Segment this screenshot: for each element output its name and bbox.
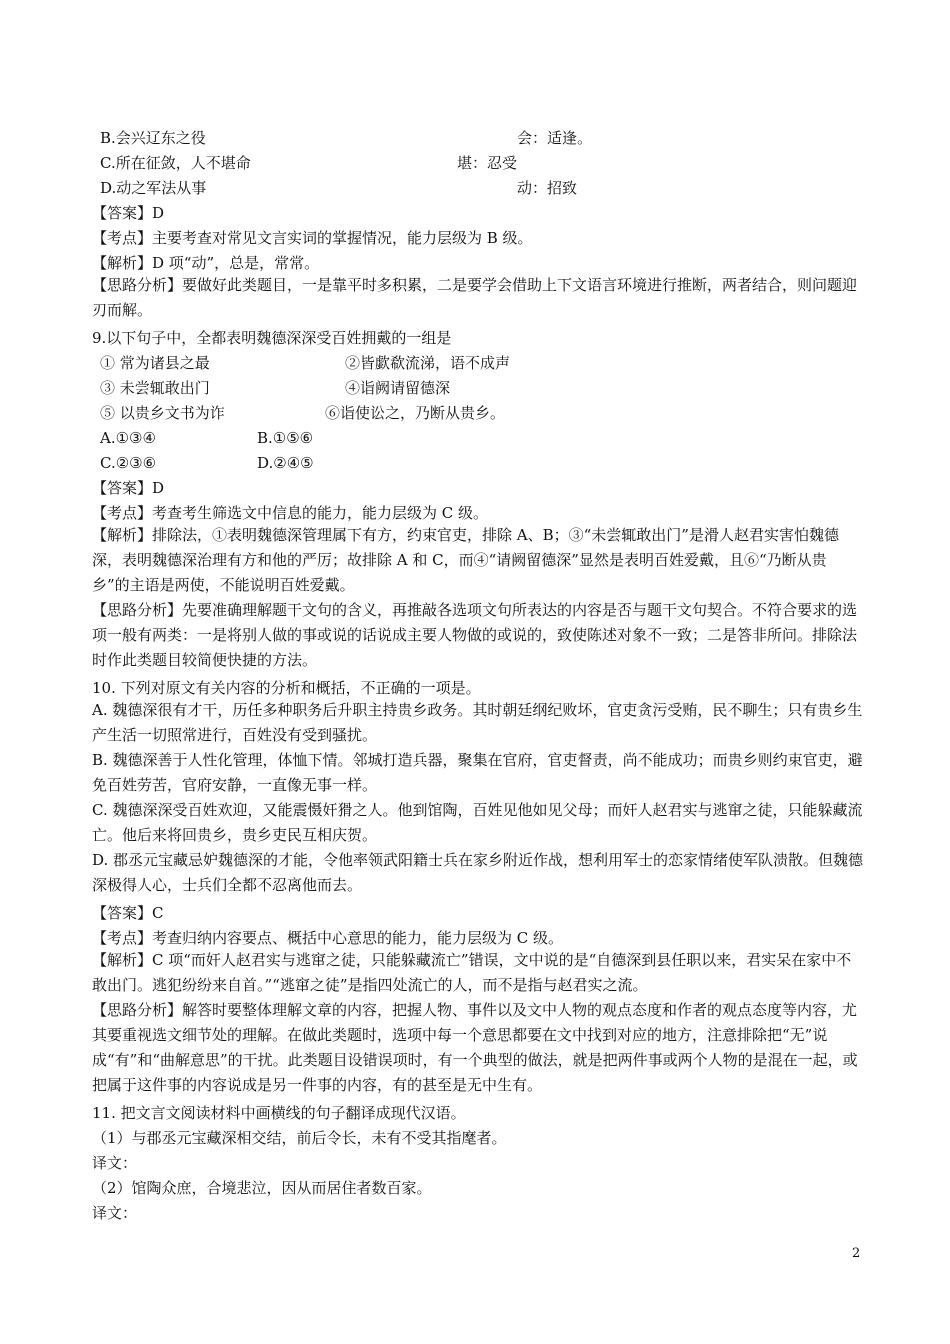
q10-option-a: A. 魏德深很有才干，历任多种职务后升职主持贵乡政务。其时朝廷纲纪败坏，官吏贪污受贿，民不聊生；只有贵乡生产生活一切照常进行，百姓没有受到骚扰。 (92, 701, 863, 744)
q8-option-b: B.会兴辽东之役 (100, 129, 206, 147)
q10-analysis: 【解析】C 项“而奸人赵君实与逃窜之徒，只能躲藏流亡”错误，文中说的是“自德深到县任职以来，君实呆在家中不敢出门。逃犯纷纷来自首。”“逃窜之徒”是指四处流亡的人，而不是指与赵君实之流。 (92, 951, 852, 994)
q9-option-d: D.②④⑤ (257, 454, 314, 472)
q8-option-d-gloss: 动：招致 (517, 179, 578, 197)
q11-translation-1-label: 译文： (92, 1154, 138, 1172)
page-number: 2 (852, 1246, 861, 1261)
q11-sentence-2: （2）馆陶众庶，合境悲泣，因从而居住者数百家。 (92, 1179, 432, 1197)
q9-option-c: C.②③⑥ (100, 454, 157, 472)
q8-analysis: 【解析】D 项“动”，总是，常常。 (92, 254, 320, 272)
q9-sentence-5: ⑤ 以贵乡文书为诈 (100, 404, 225, 422)
q10-stem: 10. 下列对原文有关内容的分析和概括，不正确的一项是。 (92, 679, 481, 697)
q8-point: 【考点】主要考查对常见文言实词的掌握情况，能力层级为 B 级。 (92, 229, 533, 247)
q10-point: 【考点】考查归纳内容要点、概括中心意思的能力，能力层级为 C 级。 (92, 929, 564, 947)
q10-answer: 【答案】C (92, 904, 164, 922)
q8-option-d: D.动之军法从事 (100, 179, 207, 197)
q10-approach: 【思路分析】解答时要整体理解文章的内容，把握人物、事件以及文中人物的观点态度和作者的观点态度等内容，尤其要重视选文细节处的理解。在做此类题时，选项中每一个意思都要在文中找到对应的地方，注意排除把“无”说成“有”和“曲解意思”的干扰。此类题目设错误项时，有一个典型的做法，就是把两件事或两个人物的是混在一起，或把属于这件事的内容说成是另一件事的内容，有的甚至是无中生有。 (92, 1001, 858, 1094)
q9-approach: 【思路分析】先要准确理解题干文句的含义，再推敲各选项文句所表达的内容是否与题干文句契合。不符合要求的选项一般有两类：一是将别人做的事或说的话说成主要人物做的或说的，致使陈述对象不一致；二是答非所问。排除法时作此类题目较简便快捷的方法。 (92, 601, 858, 669)
q9-analysis: 【解析】排除法，①表明魏德深管理属下有方，约束官吏，排除 A、B；③“未尝辄敢出门”是滑人赵君实害怕魏德深，表明魏德深治理有方和他的严厉；故排除 A 和 C，而④“请阙留德深”显然是表明百姓爱戴，且⑥“乃断从贵乡”的主语是两使，不能说明百姓爱戴。 (92, 526, 839, 594)
q10-option-d: D. 郡丞元宝藏忌妒魏德深的才能，令他率领武阳籍士兵在家乡附近作战，想利用军士的恋家情绪使军队溃散。但魏德深极得人心，士兵们全都不忍离他而去。 (92, 851, 864, 894)
q11-translation-2-label: 译文： (92, 1204, 138, 1222)
q9-option-a: A.①③④ (100, 429, 156, 447)
q9-sentence-6: ⑥诣使讼之，乃断从贵乡。 (325, 404, 506, 422)
q9-sentence-1: ① 常为诸县之最 (100, 354, 210, 372)
q11-stem: 11. 把文言文阅读材料中画横线的句子翻译成现代汉语。 (92, 1104, 466, 1122)
q8-option-b-gloss: 会：适逢。 (517, 129, 593, 147)
q11-sentence-1: （1）与郡丞元宝藏深相交结，前后令长，未有不受其指麾者。 (92, 1129, 507, 1147)
q10-option-b: B. 魏德深善于人性化管理，体恤下情。邻城打造兵器，聚集在官府，官吏督责，尚不能成功；而贵乡则约束官吏，避免百姓劳苦，官府安静，一直像无事一样。 (92, 751, 863, 794)
q10-option-c: C. 魏德深深受百姓欢迎，又能震慑奸猾之人。他到馆陶，百姓见他如见父母；而奸人赵君实与逃窜之徒，只能躲藏流亡。他后来将回贵乡，贵乡吏民互相庆贺。 (92, 801, 863, 844)
q9-stem: 9.以下句子中，全都表明魏德深深受百姓拥戴的一组是 (92, 329, 452, 347)
q9-point: 【考点】考查考生筛选文中信息的能力，能力层级为 C 级。 (92, 504, 489, 522)
q8-answer: 【答案】D (92, 204, 165, 222)
q9-answer: 【答案】D (92, 479, 165, 497)
q8-approach: 【思路分析】要做好此类题目，一是靠平时多积累，二是要学会借助上下文语言环境进行推断，两者结合，则问题迎刃而解。 (92, 276, 858, 319)
q9-sentence-4: ④诣阙请留德深 (345, 379, 451, 397)
q8-option-c: C.所在征敛，人不堪命 (100, 154, 251, 172)
q9-sentence-3: ③ 未尝辄敢出门 (100, 379, 210, 397)
q9-option-b: B.①⑤⑥ (257, 429, 314, 447)
q9-sentence-2: ②皆歔欷流涕，语不成声 (345, 354, 511, 372)
q8-option-c-gloss: 堪：忍受 (457, 154, 518, 172)
